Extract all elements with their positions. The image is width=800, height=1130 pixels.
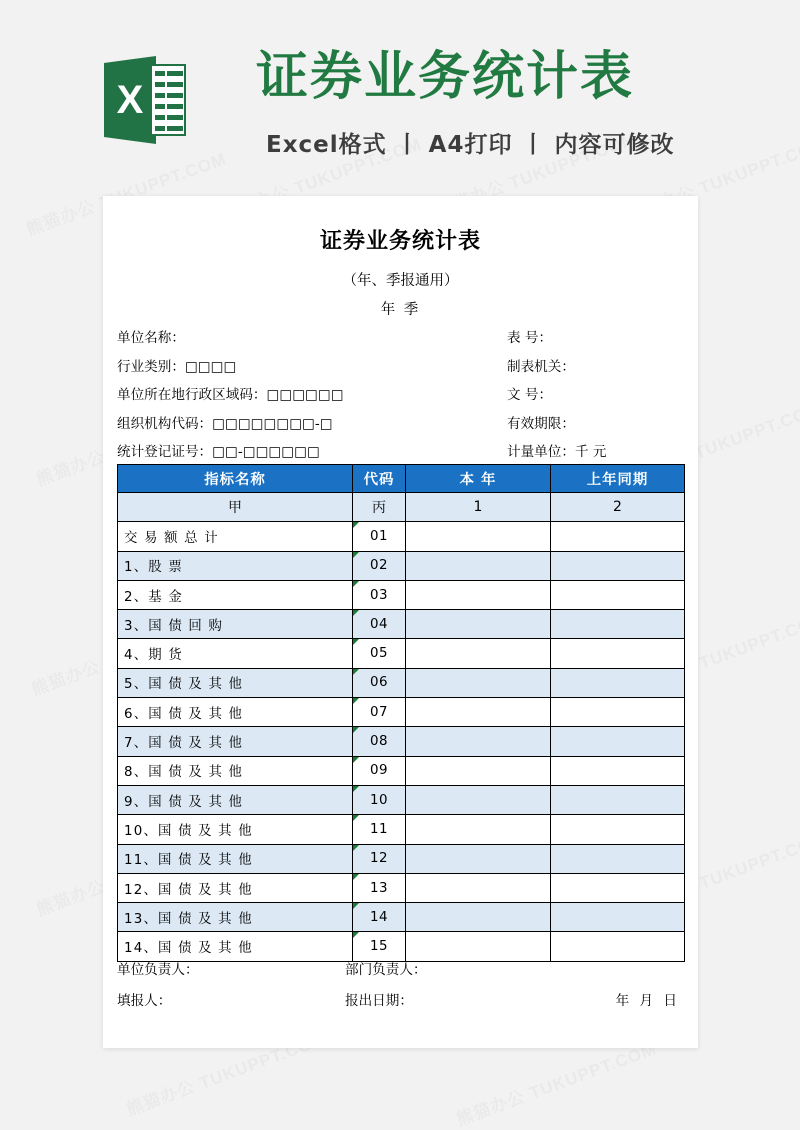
- cell-error-marker-icon: [353, 581, 359, 587]
- cell-previous-year-value[interactable]: [551, 815, 685, 844]
- footer-row: [117, 989, 684, 1020]
- meta-label-left: 单位所在地行政区域码：□□□□□□: [117, 387, 344, 404]
- table-row[interactable]: [118, 551, 685, 580]
- cell-error-marker-icon: [353, 874, 359, 880]
- cell-previous-year-value[interactable]: [551, 785, 685, 814]
- statistics-table: [117, 464, 685, 962]
- cell-current-year-value[interactable]: [406, 698, 551, 727]
- subheader-previous-year: 2: [551, 493, 685, 522]
- cell-previous-year-value[interactable]: [551, 932, 685, 961]
- subheader-indicator: 甲: [118, 493, 353, 522]
- footer-row: [117, 958, 684, 989]
- cell-code[interactable]: [353, 580, 406, 609]
- cell-indicator-name[interactable]: 交 易 额 总 计: [118, 522, 353, 551]
- meta-label-right: 表 号：: [507, 330, 553, 346]
- table-row[interactable]: [118, 727, 685, 756]
- page-title: 证券业务统计表: [319, 229, 481, 254]
- meta-field-block: [117, 326, 684, 469]
- footer-label-secondary: 报出日期：: [345, 993, 413, 1009]
- table-header: [118, 465, 685, 493]
- cell-current-year-value[interactable]: [406, 668, 551, 697]
- cell-indicator-name[interactable]: 14、国 债 及 其 他: [118, 932, 353, 961]
- meta-label-left: 单位名称：: [117, 330, 185, 346]
- table-row[interactable]: [118, 639, 685, 668]
- subheader-code: 丙: [353, 493, 406, 522]
- table-row[interactable]: [118, 522, 685, 551]
- excel-logo-icon: [104, 52, 186, 148]
- cell-indicator-name[interactable]: 8、国 债 及 其 他: [118, 756, 353, 785]
- table-row[interactable]: [118, 668, 685, 697]
- table-row[interactable]: [118, 785, 685, 814]
- cell-code[interactable]: [353, 610, 406, 639]
- meta-row: [117, 326, 684, 355]
- banner-title: 证券业务统计表: [256, 47, 635, 107]
- cell-current-year-value[interactable]: [406, 756, 551, 785]
- cell-indicator-name[interactable]: 10、国 债 及 其 他: [118, 815, 353, 844]
- table-row[interactable]: [118, 580, 685, 609]
- meta-row: [117, 355, 684, 384]
- cell-code[interactable]: [353, 756, 406, 785]
- cell-current-year-value[interactable]: [406, 785, 551, 814]
- cell-code-text: 12: [369, 851, 389, 867]
- cell-previous-year-value[interactable]: [551, 727, 685, 756]
- excel-logo-sheet: [150, 64, 186, 136]
- col-header-code: 代码: [353, 465, 406, 493]
- cell-code-text: 04: [369, 616, 389, 632]
- cell-indicator-name[interactable]: 5、国 债 及 其 他: [118, 668, 353, 697]
- footer-label-primary: 单位负责人：: [117, 962, 199, 978]
- cell-code[interactable]: [353, 903, 406, 932]
- meta-label-right: 文 号：: [507, 387, 553, 404]
- cell-code[interactable]: [353, 785, 406, 814]
- footer-label-primary: 填报人：: [117, 993, 172, 1009]
- cell-indicator-name[interactable]: 13、国 债 及 其 他: [118, 903, 353, 932]
- cell-previous-year-value[interactable]: [551, 522, 685, 551]
- cell-current-year-value[interactable]: [406, 522, 551, 551]
- cell-code[interactable]: [353, 932, 406, 961]
- cell-code[interactable]: [353, 668, 406, 697]
- table-row[interactable]: [118, 873, 685, 902]
- meta-row: [117, 383, 684, 412]
- cell-code-text: 01: [369, 528, 389, 544]
- cell-error-marker-icon: [353, 639, 359, 645]
- cell-code-text: 08: [369, 734, 389, 750]
- cell-indicator-name[interactable]: 6、国 债 及 其 他: [118, 698, 353, 727]
- cell-error-marker-icon: [353, 698, 359, 704]
- cell-error-marker-icon: [353, 552, 359, 558]
- table-subheader-row: [118, 493, 685, 522]
- cell-code-text: 03: [369, 587, 389, 603]
- cell-code-text: 02: [369, 558, 389, 574]
- cell-code-text: 05: [369, 646, 389, 662]
- meta-label-right: 制表机关：: [507, 358, 575, 375]
- table-row[interactable]: [118, 610, 685, 639]
- table-row[interactable]: [118, 844, 685, 873]
- cell-current-year-value[interactable]: [406, 551, 551, 580]
- table-body: [118, 493, 685, 962]
- cell-current-year-value[interactable]: [406, 815, 551, 844]
- cell-code-text: 11: [369, 821, 389, 837]
- cell-code-text: 10: [369, 792, 389, 808]
- col-header-previous-year: 上年同期: [551, 465, 685, 493]
- table-row[interactable]: [118, 903, 685, 932]
- col-header-indicator: 指标名称: [118, 465, 353, 493]
- cell-previous-year-value[interactable]: [551, 639, 685, 668]
- cell-error-marker-icon: [353, 727, 359, 733]
- cell-current-year-value[interactable]: [406, 727, 551, 756]
- table-row[interactable]: [118, 756, 685, 785]
- cell-current-year-value[interactable]: [406, 580, 551, 609]
- cell-current-year-value[interactable]: [406, 610, 551, 639]
- cell-previous-year-value[interactable]: [551, 698, 685, 727]
- page-subtitle-period: 年 季: [380, 302, 421, 318]
- cell-code-text: 07: [369, 704, 389, 720]
- cell-previous-year-value[interactable]: [551, 551, 685, 580]
- col-header-current-year: 本 年: [406, 465, 551, 493]
- cell-code[interactable]: [353, 727, 406, 756]
- cell-previous-year-value[interactable]: [551, 580, 685, 609]
- cell-indicator-name[interactable]: 2、基 金: [118, 580, 353, 609]
- cell-code[interactable]: [353, 639, 406, 668]
- promo-banner: [0, 0, 800, 190]
- cell-error-marker-icon: [353, 522, 359, 528]
- cell-error-marker-icon: [353, 786, 359, 792]
- cell-indicator-name[interactable]: 3、国 债 回 购: [118, 610, 353, 639]
- table-row[interactable]: [118, 932, 685, 961]
- cell-previous-year-value[interactable]: [551, 903, 685, 932]
- cell-code[interactable]: [353, 815, 406, 844]
- cell-current-year-value[interactable]: [406, 844, 551, 873]
- cell-previous-year-value[interactable]: [551, 756, 685, 785]
- cell-previous-year-value[interactable]: [551, 873, 685, 902]
- cell-previous-year-value[interactable]: [551, 668, 685, 697]
- cell-code-text: 06: [369, 675, 389, 691]
- footer-date-placeholder: 年 月 日: [615, 993, 680, 1009]
- meta-label-right: 计量单位：千 元: [507, 444, 607, 461]
- subheader-current-year: 1: [406, 493, 551, 522]
- cell-current-year-value[interactable]: [406, 873, 551, 902]
- cell-code-text: 13: [369, 880, 389, 896]
- page-subtitle-scope: （年、季报通用）: [342, 273, 459, 289]
- cell-code-text: 14: [369, 909, 389, 925]
- cell-previous-year-value[interactable]: [551, 844, 685, 873]
- cell-error-marker-icon: [353, 815, 359, 821]
- banner-subtitle: Excel格式 丨 A4打印 丨 内容可修改: [266, 132, 675, 158]
- cell-code-text: 15: [369, 939, 389, 955]
- cell-code[interactable]: [353, 698, 406, 727]
- footer-label-secondary: 部门负责人：: [345, 962, 427, 978]
- cell-error-marker-icon: [353, 845, 359, 851]
- table-row[interactable]: [118, 815, 685, 844]
- cell-previous-year-value[interactable]: [551, 610, 685, 639]
- table-row[interactable]: [118, 698, 685, 727]
- cell-code[interactable]: [353, 873, 406, 902]
- statistics-table-wrapper: [117, 464, 684, 962]
- cell-indicator-name[interactable]: 9、国 债 及 其 他: [118, 785, 353, 814]
- footer-signature-block: [117, 958, 684, 1020]
- cell-error-marker-icon: [353, 903, 359, 909]
- meta-label-left: 组织机构代码：□□□□□□□□-□: [117, 415, 333, 432]
- document-card: [103, 196, 698, 1048]
- meta-label-left: 统计登记证号：□□-□□□□□□: [117, 444, 320, 461]
- cell-code[interactable]: [353, 551, 406, 580]
- cell-current-year-value[interactable]: [406, 932, 551, 961]
- cell-indicator-name[interactable]: 12、国 债 及 其 他: [118, 873, 353, 902]
- meta-row: [117, 412, 684, 441]
- cell-code-text: 09: [369, 763, 389, 779]
- cell-error-marker-icon: [353, 610, 359, 616]
- cell-current-year-value[interactable]: [406, 903, 551, 932]
- cell-indicator-name[interactable]: 7、国 债 及 其 他: [118, 727, 353, 756]
- cell-error-marker-icon: [353, 757, 359, 763]
- meta-label-left: 行业类别：□□□□: [117, 358, 237, 375]
- cell-error-marker-icon: [353, 932, 359, 938]
- cell-code[interactable]: [353, 522, 406, 551]
- cell-error-marker-icon: [353, 669, 359, 675]
- table-header-row: [118, 465, 685, 493]
- cell-code[interactable]: [353, 844, 406, 873]
- meta-label-right: 有效期限：: [507, 415, 575, 432]
- cell-indicator-name[interactable]: 4、期 货: [118, 639, 353, 668]
- excel-logo-letter: X: [116, 77, 144, 122]
- cell-indicator-name[interactable]: 1、股 票: [118, 551, 353, 580]
- watermark-text: [452, 1035, 659, 1130]
- cell-indicator-name[interactable]: 11、国 债 及 其 他: [118, 844, 353, 873]
- cell-current-year-value[interactable]: [406, 639, 551, 668]
